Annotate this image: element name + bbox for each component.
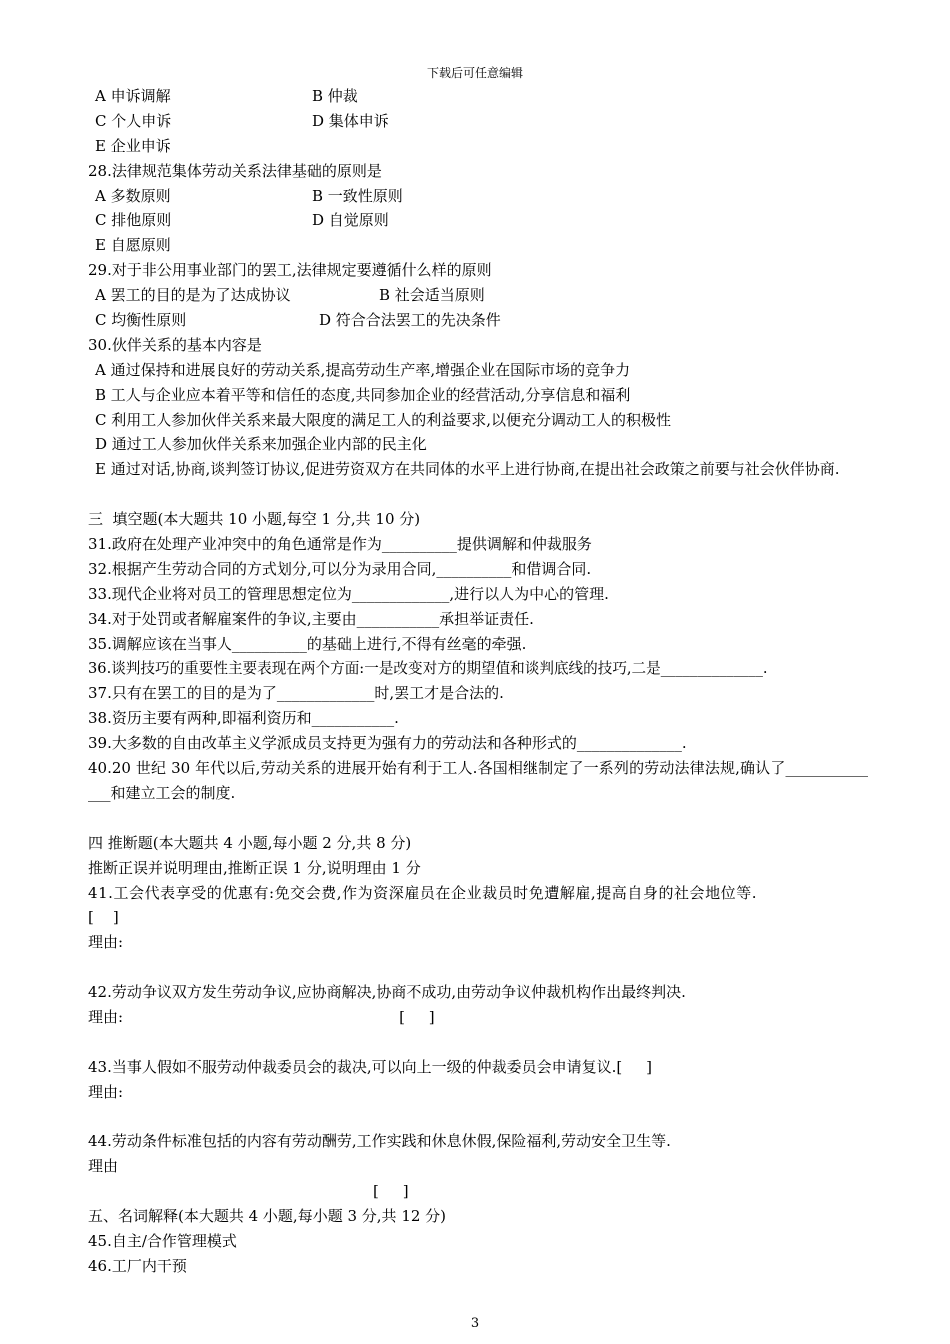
q30-stem: 30.伙伴关系的基本内容是 (88, 335, 262, 354)
spacer (88, 482, 868, 507)
fill-item-38: 38.资历主要有两种,即福利资历和___________. (88, 709, 399, 728)
judge-item-42: 42.劳动争议双方发生劳动争议,应协商解决,协商不成功,由劳动争议仲裁机构作出最终判决. (88, 983, 686, 1002)
q28-options-row-2 (88, 208, 868, 233)
section4-note: 推断正误并说明理由,推断正误 1 分,说明理由 1 分 (88, 858, 421, 877)
fill-item-34: 34.对于处罚或者解雇案件的争议,主要由___________承担举证责任. (88, 609, 534, 628)
section3-title: 三 填空题(本大题共 10 小题,每空 1 分,共 10 分) (88, 510, 421, 529)
judge-item-43-reason: 理由: (88, 1082, 124, 1101)
judge-item-41: 41.工会代表享受的优惠有:免交会费,作为资深雇员在企业裁员时免遭解雇,提高自身的社会地位等. (88, 883, 758, 902)
judge-item-44: 44.劳动条件标准包括的内容有劳动酬劳,工作实践和休息休假,保险福利,劳动安全卫生等. (88, 1132, 671, 1151)
q29-option-c: C 均衡性原则 (95, 311, 187, 330)
fill-item-35: 35.调解应该在当事人__________的基础上进行,不得有丝毫的牵强. (88, 634, 527, 653)
section5-title: 五、名词解释(本大题共 4 小题,每小题 3 分,共 12 分) (88, 1207, 447, 1226)
spacer (88, 1105, 868, 1130)
spacer (88, 806, 868, 831)
q28-options-row-1 (88, 184, 868, 209)
q27-options-row-2 (88, 109, 868, 134)
q28-option-d: D 自觉原则 (312, 211, 389, 230)
q27-option-c: C 个人申诉 (95, 111, 172, 130)
page-content (88, 84, 868, 1279)
judge-item-42-mark: [ ] (399, 1008, 435, 1026)
judge-item-44-mark-row (88, 1179, 868, 1204)
spacer (88, 955, 868, 980)
q27-option-e: E 企业申诉 (95, 136, 171, 155)
q27-option-d: D 集体申诉 (312, 111, 389, 130)
term-item-46: 46.工厂内干预 (88, 1256, 187, 1275)
fill-item-31: 31.政府在处理产业冲突中的角色通常是作为__________提供调解和仲裁服务 (88, 535, 592, 554)
fill-item-32: 32.根据产生劳动合同的方式划分,可以分为录用合同,__________和借调合同. (88, 559, 592, 578)
q27-options-row-1 (88, 84, 868, 109)
fill-item-36: 36.谈判技巧的重要性主要表现在两个方面:一是改变对方的期望值和谈判底线的技巧,二是______________. (88, 659, 768, 677)
q28-option-b: B 一致性原则 (312, 186, 403, 205)
q30-option-d: D 通过工人参加伙伴关系来加强企业内部的民主化 (95, 435, 427, 454)
q29-stem: 29.对于非公用事业部门的罢工,法律规定要遵循什么样的原则 (88, 261, 492, 280)
q28-option-a: A 多数原则 (95, 186, 171, 205)
judge-item-41-reason: 理由: (88, 933, 124, 952)
judge-item-41-mark: [ ] (88, 908, 119, 927)
q27-option-a: A 申诉调解 (95, 87, 171, 105)
spacer (88, 1030, 868, 1055)
term-item-45: 45.自主/合作管理模式 (88, 1232, 237, 1251)
q28-stem: 28.法律规范集体劳动关系法律基础的原则是 (88, 161, 382, 180)
q27-option-b: B 仲裁 (312, 87, 358, 105)
fill-item-37: 37.只有在罢工的目的是为了_____________时,罢工才是合法的. (88, 684, 504, 703)
q29-option-a: A 罢工的目的是为了达成协议 (95, 286, 291, 305)
page-number: 3 (470, 1316, 480, 1331)
judge-item-42-reason: 理由: (88, 1008, 124, 1026)
q29-option-d: D 符合合法罢工的先决条件 (319, 311, 501, 330)
judge-item-44-mark: [ ] (373, 1182, 409, 1201)
q30-option-a: A 通过保持和进展良好的劳动关系,提高劳动生产率,增强企业在国际市场的竞争力 (95, 360, 631, 379)
page-header: 下载后可任意编辑 (426, 66, 523, 80)
q30-option-b: B 工人与企业应本着平等和信任的态度,共同参加企业的经营活动,分享信息和福利 (95, 385, 631, 404)
section4-title: 四 推断题(本大题共 4 小题,每小题 2 分,共 8 分) (88, 833, 412, 852)
fill-item-39: 39.大多数的自由改革主义学派成员支持更为强有力的劳动法和各种形式的______________. (88, 734, 687, 753)
judge-item-44-reason: 理由 (88, 1157, 119, 1176)
judge-item-42-reason-row (88, 1005, 868, 1030)
judge-item-43: 43.当事人假如不服劳动仲裁委员会的裁决,可以向上一级的仲裁委员会申请复议.[ ] (88, 1057, 652, 1076)
fill-item-33: 33.现代企业将对员工的管理思想定位为_____________,进行以人为中心的管理. (88, 584, 609, 603)
q30-option-e: E 通过对话,协商,谈判签订协议,促进劳资双方在共同体的水平上进行协商,在提出社会政策之前要与社会伙伴协商. (95, 460, 840, 479)
q30-option-c: C 利用工人参加伙伴关系来最大限度的满足工人的利益要求,以便充分调动工人的积极性 (95, 410, 672, 429)
q29-options-row-2 (88, 308, 868, 333)
q29-options-row-1 (88, 283, 868, 308)
q28-option-e: E 自愿原则 (95, 236, 171, 255)
q29-option-b: B 社会适当原则 (379, 286, 485, 305)
fill-item-40: 40.20 世纪 30 年代以后,劳动关系的进展开始有利于工人.各国相继制定了一系列的劳动法律法规,确认了______________和建立工会的制度. (88, 759, 868, 802)
q28-option-c: C 排他原则 (95, 211, 172, 230)
